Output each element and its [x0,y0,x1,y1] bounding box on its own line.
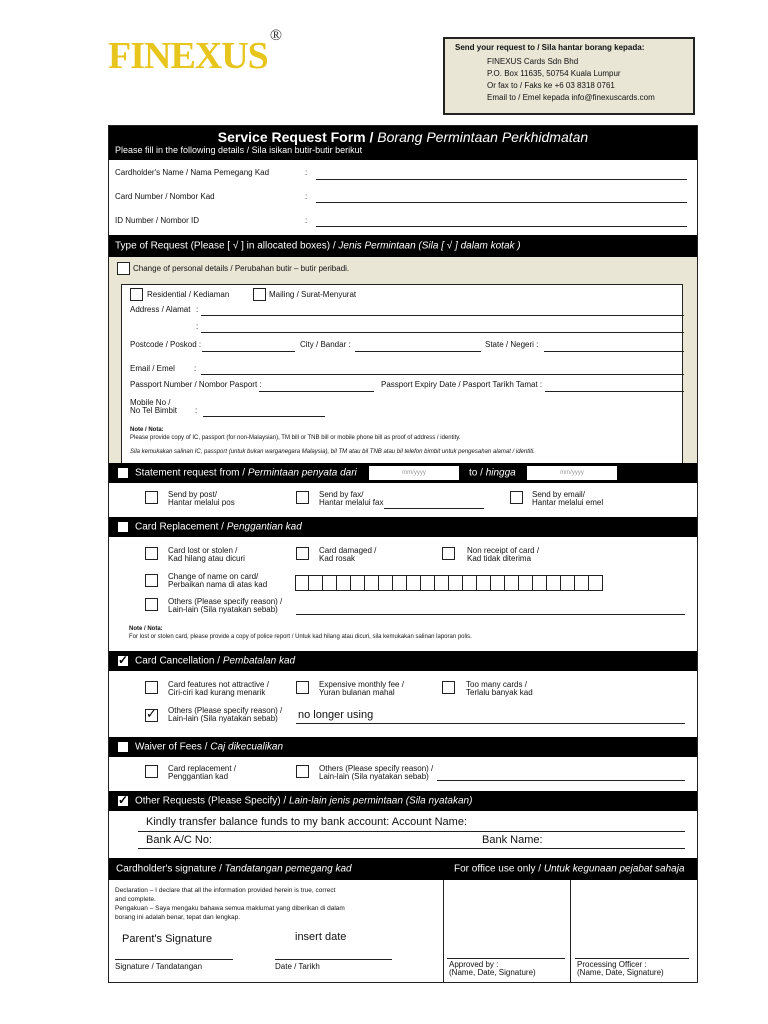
processing-line[interactable] [575,958,689,959]
expensive-fee-label-1: Expensive monthly fee / [319,680,404,689]
card-replacement-label: Card Replacement / Penggantian kad [135,521,302,533]
send-fax-checkbox[interactable] [296,491,309,504]
parent-signature[interactable]: Parent's Signature [122,933,213,945]
type-of-request-label: Type of Request (Please [ √ ] in allocated boxes) / Jenis Permintaan (Sila [ √ ] dalam kotak ) [115,240,521,252]
signature-line[interactable] [115,959,233,960]
name-change-label-2: Perbaikan nama di atas kad [168,580,268,589]
office-use-label: For office use only / Untuk kegunaan pejabat sahaja [454,863,685,875]
card-lost-label-1: Card lost or stolen / [168,546,238,555]
non-receipt-label-2: Kad tidak diterima [467,554,532,563]
statement-to-date[interactable]: mm/yyyy [527,466,617,480]
approved-line[interactable] [447,958,565,959]
address-label: Address / Alamat [130,305,191,314]
non-receipt-checkbox[interactable] [442,547,455,560]
waiver-label: Waiver of Fees / Caj dikecualikan [135,741,284,753]
cancellation-others-checkbox[interactable] [145,709,158,722]
processing-officer-label: Processing Officer : [577,960,647,969]
waiver-checkbox[interactable] [118,742,128,752]
statement-to-label: to / hingga [469,467,516,479]
waiver-others-checkbox[interactable] [296,765,309,778]
email-label: Email / Emel [130,364,175,373]
name-change-checkbox[interactable] [145,574,158,587]
form-title: Service Request Form / Borang Permintaan Perkhidmatan [217,129,589,145]
card-replacement-bar [109,517,697,537]
other-request-field-1[interactable] [138,831,685,832]
type-of-request-bar [109,235,697,257]
approved-by-label: Approved by : [449,960,499,969]
too-many-cards-label-2: Terlalu banyak kad [466,688,533,697]
mobile-field[interactable] [203,416,325,417]
send-post-checkbox[interactable] [145,491,158,504]
postcode-field[interactable] [202,351,295,352]
colon: : [305,168,308,177]
waiver-others-label-1: Others (Please specify reason) / [319,764,434,773]
date-line[interactable] [275,959,392,960]
card-cancellation-bar [109,651,697,671]
expensive-fee-label-2: Yuran bulanan mahal [319,688,395,697]
send-email-checkbox[interactable] [510,491,523,504]
waiver-replacement-label-2: Penggantian kad [168,772,229,781]
colon: : [196,305,199,314]
statement-checkbox[interactable] [118,468,128,478]
declaration-line-4: borang ini adalah benar, tepat dan lengkap. [115,914,241,921]
name-change-label-1: Change of name on card/ [168,572,259,581]
addr-line-3: Or fax to / Faks ke +6 03 8318 0761 [487,81,615,90]
signature-bar [109,858,697,880]
send-request-box [443,37,695,115]
card-number-field[interactable] [316,202,687,203]
other-request-line-1[interactable]: Kindly transfer balance funds to my bank account: Account Name: [146,816,468,828]
replacement-others-label-2: Lain-lain (Sila nyatakan sebab) [168,605,278,614]
mobile-label-2: No Tel Bimbit [130,406,177,415]
card-cancellation-label: Card Cancellation / Pembatalan kad [135,655,296,667]
send-post-label-1: Send by post/ [168,490,217,499]
waiver-replacement-checkbox[interactable] [145,765,158,778]
too-many-cards-label-1: Too many cards / [466,680,527,689]
send-email-label-2: Hantar melalui emel [532,498,604,507]
features-label-2: Ciri-ciri kad kurang menarik [168,688,266,697]
city-label: City / Bandar : [300,340,351,349]
mobile-label-1: Mobile No / [130,398,171,407]
card-replacement-checkbox[interactable] [118,522,128,532]
processing-officer-sub: (Name, Date, Signature) [577,968,664,977]
statement-from-date[interactable]: mm/yyyy [369,466,459,480]
service-request-form [108,125,698,983]
approved-by-sub: (Name, Date, Signature) [449,968,536,977]
waiver-bar [109,737,697,757]
features-label-1: Card features not attractive / [168,680,269,689]
personal-note-en: Please provide copy of IC, passport (for non-Malaysian), TM bill or TNB bill or mobile phone bill as proof of address / identity. [130,435,461,441]
cancellation-others-label-2: Lain-lain (Sila nyatakan sebab) [168,714,278,723]
other-request-field-2[interactable] [138,848,685,849]
waiver-replacement-label-1: Card replacement / [168,764,237,773]
replacement-note: For lost or stolen card, please provide a copy of police report / Untuk kad hilang atau dicuri, sila kemukakan salinan laporan polis. [129,634,472,640]
logo-text: FINEXUS [108,35,268,77]
fax-number-field[interactable] [384,508,484,509]
card-damaged-checkbox[interactable] [296,547,309,560]
declaration-line-1: Declaration – I declare that all the information provided herein is true, correct [115,887,336,894]
replacement-reason-field[interactable] [296,614,685,615]
bank-name-label[interactable]: Bank Name: [482,834,543,846]
signature-label: Cardholder's signature / Tandatangan pemegang kad [116,863,352,875]
passport-expiry-label: Passport Expiry Date / Pasport Tarikh Tamat : [381,380,543,389]
statement-request-bar [109,463,697,483]
bank-ac-label[interactable]: Bank A/C No: [146,834,213,846]
finexus-logo [108,27,281,78]
change-personal-checkbox[interactable] [117,262,130,275]
id-number-field[interactable] [316,226,687,227]
card-damaged-label-2: Kad rosak [319,554,356,563]
declaration-line-2: and complete. [115,896,156,903]
card-damaged-label-1: Card damaged / [319,546,377,555]
mailing-label: Mailing / Surat-Menyurat [269,290,357,299]
state-field[interactable] [544,351,684,352]
state-label: State / Negeri : [485,340,539,349]
colon: : [195,406,198,415]
cardholder-name-field[interactable] [316,179,687,180]
change-personal-label: Change of personal details / Perubahan butir – butir peribadi. [133,264,350,273]
id-number-label: ID Number / Nombor ID [115,216,200,225]
name-on-card-boxes[interactable] [295,575,603,591]
address-line-2[interactable] [201,332,684,333]
email-field[interactable] [201,374,684,375]
city-field[interactable] [355,351,481,352]
cancellation-reason-value[interactable]: no longer using [298,709,374,721]
features-checkbox[interactable] [145,681,158,694]
send-email-label-1: Send by email/ [532,490,585,499]
statement-label: Statement request from / Permintaan penyata dari [135,467,357,479]
non-receipt-label-1: Non receipt of card / [467,546,540,555]
residential-label: Residential / Kediaman [147,290,230,299]
passport-number-field[interactable] [259,391,374,392]
addr-line-4: Email to / Emel kepada info@finexuscards.com [487,93,655,102]
addr-line-1: FINEXUS Cards Sdn Bhd [487,57,579,66]
card-number-label: Card Number / Nombor Kad [115,192,215,201]
colon: : [194,364,197,373]
cancellation-others-label-1: Others (Please specify reason) / [168,706,283,715]
office-divider [443,880,444,982]
cancellation-reason-field[interactable] [296,723,685,724]
colon: : [305,216,308,225]
card-lost-checkbox[interactable] [145,547,158,560]
date-caption: Date / Tarikh [275,962,320,971]
personal-note-ms: Sila kemukakan salinan IC, passport (untuk bukan warganegara Malaysia), bil TM atau bil TNB atau bil telefon bimbit untuk pengesahan alamat / identiti. [130,449,535,455]
replacement-others-checkbox[interactable] [145,598,158,611]
passport-expiry-field[interactable] [545,391,684,392]
addr-line-2: P.O. Box 11635, 50754 Kuala Lumpur [487,69,621,78]
personal-note-title: Note / Nota: [130,427,164,433]
passport-number-label: Passport Number / Nombor Pasport : [130,380,262,389]
address-line-1[interactable] [201,315,684,316]
send-fax-label-2: Hantar melalui fax [319,498,384,507]
send-title: Send your request to / Sila hantar borang kepada: [455,43,645,52]
other-requests-bar [109,791,697,811]
send-fax-label-1: Send by fax/ [319,490,364,499]
office-divider-2 [570,880,571,982]
postcode-label: Postcode / Poskod : [130,340,202,349]
colon: : [196,322,199,331]
form-title-bar [109,126,697,160]
signature-caption: Signature / Tandatangan [115,962,203,971]
other-requests-checkbox[interactable] [118,796,128,806]
colon: : [305,192,308,201]
other-requests-label: Other Requests (Please Specify) / Lain-lain jenis permintaan (Sila nyatakan) [135,795,473,807]
waiver-reason-field[interactable] [437,780,685,781]
mailing-checkbox[interactable] [253,288,266,301]
residential-checkbox[interactable] [130,288,143,301]
signature-date[interactable]: insert date [295,931,347,943]
waiver-others-label-2: Lain-lain (Sila nyatakan sebab) [319,772,429,781]
cardholder-name-label: Cardholder's Name / Nama Pemegang Kad [115,168,270,177]
card-lost-label-2: Kad hilang atau dicuri [168,554,245,563]
replacement-note-title: Note / Nota: [129,626,163,632]
send-post-label-2: Hantar melalui pos [168,498,235,507]
card-cancellation-checkbox[interactable] [118,656,128,666]
registered-mark: ® [269,27,281,45]
expensive-fee-checkbox[interactable] [296,681,309,694]
too-many-cards-checkbox[interactable] [442,681,455,694]
declaration-line-3: Pengakuan – Saya mengaku bahawa semua maklumat yang diberikan di dalam [115,905,345,912]
form-subtitle: Please fill in the following details / Sila isikan butir-butir berikut [115,145,363,155]
replacement-others-label-1: Others (Please specify reason) / [168,597,283,606]
